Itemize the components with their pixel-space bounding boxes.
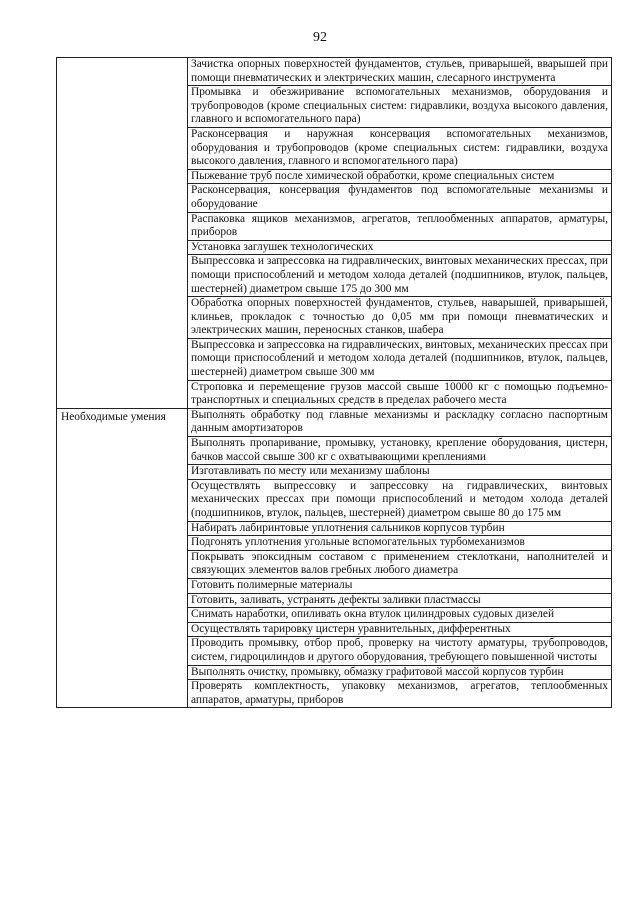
item-cell bbox=[188, 240, 612, 255]
item-text: Проводить промывку, отбор проб, проверку на чистоту арматуры, трубопроводов, систем, гидроцилиндов и другого оборудования, требующего повышенной чистоты bbox=[191, 637, 608, 663]
item-text: Осуществлять выпрессовку и запрессовку на гидравлических, винтовых механических прессах при помощи приспособлений и методом холода деталей (подшипников, втулок, пальцев, шестерней) диаметром свыше 80 до 175 мм bbox=[191, 479, 608, 519]
table-row bbox=[57, 58, 612, 86]
item-cell bbox=[188, 521, 612, 536]
item-text: Установка заглушек технологических bbox=[191, 240, 374, 253]
item-text: Расконсервация и наружная консервация вспомогательных механизмов, оборудования и трубопроводов (кроме специальных систем: гидравлики, воздуха высокого давления, главного и вспомогательного пара) bbox=[191, 127, 608, 168]
item-cell bbox=[188, 86, 612, 128]
item-text: Промывка и обезжиривание вспомогательных механизмов, оборудования и трубопроводов (кроме специальных систем: гидравлики, воздуха высокого давления, главного и вспомогательного пара) bbox=[191, 86, 608, 126]
item-cell bbox=[188, 608, 612, 623]
item-cell bbox=[188, 665, 612, 680]
item-text: Выпрессовка и запрессовка на гидравлических, винтовых, механических прессах при помощи приспособлений и методом холода деталей (подшипников, втулок, пальцев, шестерней) диаметром свыше 300 мм bbox=[191, 338, 608, 379]
item-cell bbox=[188, 338, 612, 380]
item-text: Выпрессовка и запрессовка на гидравлических, винтовых механических прессах, при помощи приспособлений и методом холода деталей (подшипников, втулок, пальцев, шестерней) диаметром свыше 175 до 300 мм bbox=[191, 255, 608, 295]
item-cell bbox=[188, 578, 612, 593]
item-text: Выполнять очистку, промывку, обмазку графитовой массой корпусов турбин bbox=[191, 665, 564, 678]
item-cell bbox=[188, 212, 612, 240]
item-text: Снимать наработки, опиливать окна втулок цилиндровых судовых дизелей bbox=[191, 608, 555, 621]
item-cell bbox=[188, 169, 612, 184]
item-cell bbox=[188, 437, 612, 465]
item-cell bbox=[188, 380, 612, 408]
item-text: Выполнять пропаривание, промывку, установку, крепление оборудования, цистерн, бачков массой свыше 300 кг с охватывающими креплениями bbox=[191, 437, 608, 463]
item-cell bbox=[188, 593, 612, 608]
item-text: Осуществлять тарировку цистерн уравнительных, дифферентных bbox=[191, 622, 511, 635]
item-cell bbox=[188, 184, 612, 212]
item-text: Обработка опорных поверхностей фундаментов, стульев, наварышей, приварышей, клиньев, прокладок с точностью до 0,05 мм при помощи пневматических и электрических машин, переносных станков, шабера bbox=[191, 297, 608, 337]
item-cell bbox=[188, 637, 612, 665]
item-cell bbox=[188, 550, 612, 578]
item-text: Проверять комплектность, упаковку механизмов, агрегатов, теплообменных аппаратов, арматуры, приборов bbox=[191, 680, 608, 706]
item-text: Пыжевание труб после химической обработки, кроме специальных систем bbox=[191, 169, 555, 182]
item-text: Строповка и перемещение грузов массой свыше 10000 кг с помощью подъемно-транспортных и специальных средств в пределах рабочего места bbox=[191, 380, 608, 407]
item-cell bbox=[188, 479, 612, 521]
item-cell bbox=[188, 58, 612, 86]
item-text: Зачистка опорных поверхностей фундаментов, стульев, приварышей, вварышей при помощи пневматических и электрических машин, слесарного инструмента bbox=[191, 58, 608, 84]
item-cell bbox=[188, 127, 612, 169]
item-text: Подгонять уплотнения угольные вспомогательных турбомеханизмов bbox=[191, 536, 525, 549]
item-cell bbox=[188, 465, 612, 480]
item-text: Покрывать эпоксидным составом с применением стеклоткани, наполнителей и связующих элементов валов гребных любого диаметра bbox=[191, 550, 608, 577]
page-number: 92 bbox=[313, 30, 327, 45]
item-text: Распаковка ящиков механизмов, агрегатов, теплообменных аппаратов, арматуры, приборов bbox=[191, 212, 608, 239]
item-cell bbox=[188, 536, 612, 551]
section-label-cell bbox=[57, 58, 188, 409]
item-text: Набирать лабиринтовые уплотнения сальников корпусов турбин bbox=[191, 521, 505, 534]
item-cell bbox=[188, 255, 612, 297]
qualification-table bbox=[56, 57, 612, 708]
item-text: Выполнять обработку под главные механизмы и раскладку согласно паспортным данным амортизаторов bbox=[191, 408, 608, 435]
item-cell bbox=[188, 297, 612, 339]
table-row bbox=[57, 408, 612, 436]
item-text: Изготавливать по месту или механизму шаблоны bbox=[191, 465, 430, 478]
item-text: Расконсервация, консервация фундаментов под вспомогательные механизмы и оборудование bbox=[191, 184, 608, 210]
item-text: Готовить, заливать, устранять дефекты заливки пластмассы bbox=[191, 593, 481, 606]
item-cell bbox=[188, 622, 612, 637]
item-text: Готовить полимерные материалы bbox=[191, 578, 353, 591]
item-cell bbox=[188, 408, 612, 436]
item-cell bbox=[188, 680, 612, 708]
section-label-cell: Необходимые умения bbox=[57, 408, 188, 707]
